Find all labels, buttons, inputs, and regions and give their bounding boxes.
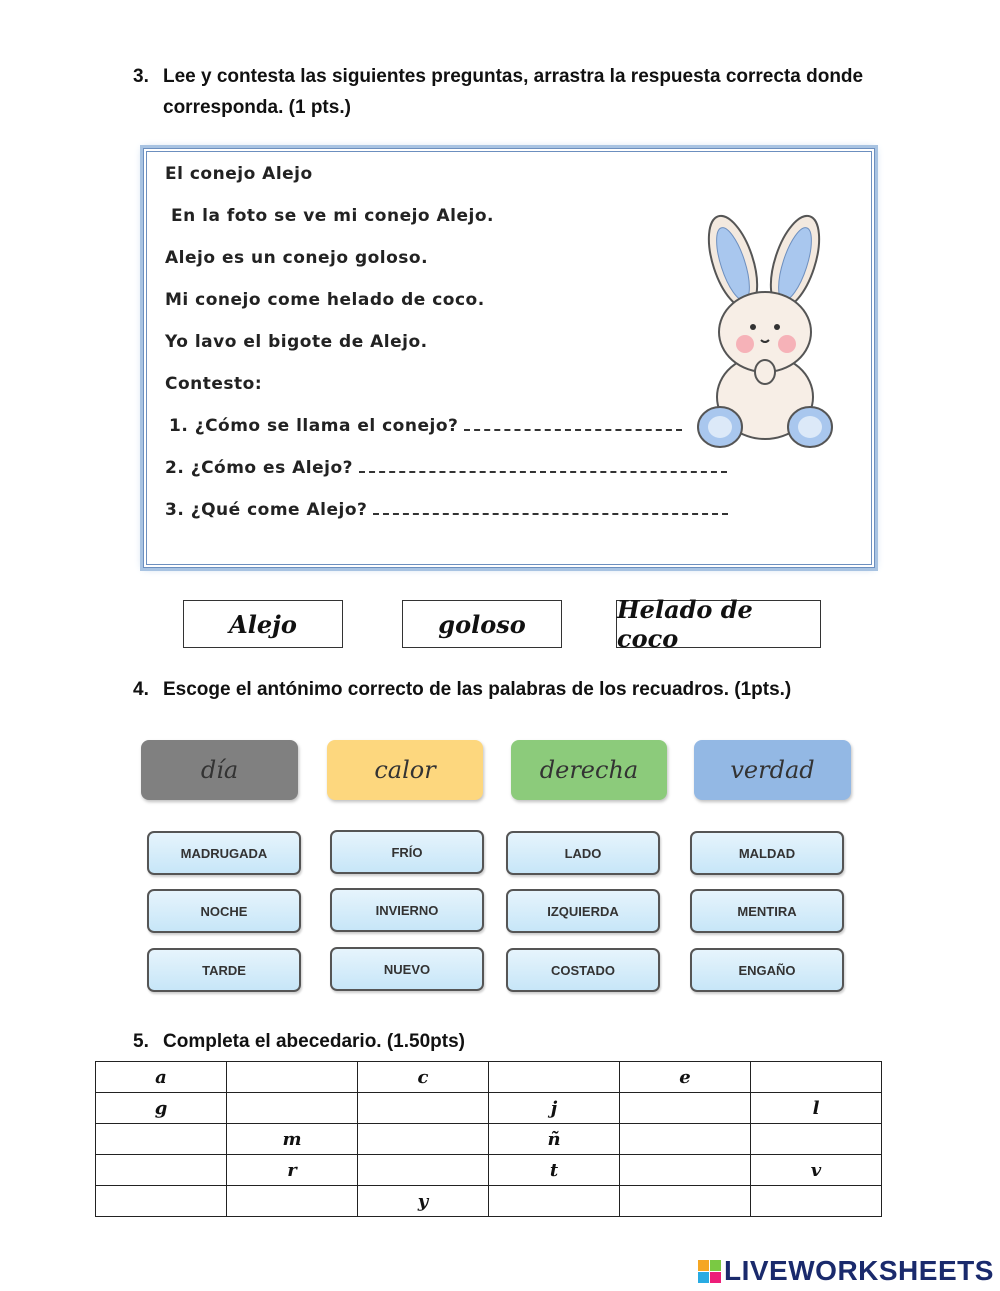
answer-invierno[interactable]: INVIERNO: [330, 888, 484, 932]
alphabet-input-cell[interactable]: [96, 1186, 227, 1217]
answer-costado[interactable]: COSTADO: [506, 948, 660, 992]
question-item: [165, 458, 727, 478]
answer-drop-zone-3[interactable]: [373, 511, 728, 515]
question-item: [165, 500, 728, 520]
alphabet-letter-cell: j: [489, 1093, 620, 1124]
question-5-number: 5.: [133, 1031, 149, 1052]
alphabet-input-cell[interactable]: [489, 1186, 620, 1217]
answer-maldad[interactable]: MALDAD: [690, 831, 844, 875]
alphabet-input-cell[interactable]: [620, 1093, 751, 1124]
alphabet-input-cell[interactable]: [227, 1186, 358, 1217]
category-derecha[interactable]: derecha: [511, 740, 667, 800]
answer-frio[interactable]: FRÍO: [330, 830, 484, 874]
alphabet-letter-cell: m: [227, 1124, 358, 1155]
answer-noche[interactable]: NOCHE: [147, 889, 301, 933]
table-row: [96, 1186, 882, 1217]
table-row: [96, 1155, 882, 1186]
category-calor[interactable]: calor: [327, 740, 483, 800]
alphabet-input-cell[interactable]: [227, 1062, 358, 1093]
alphabet-input-cell[interactable]: [96, 1124, 227, 1155]
liveworksheets-brand: [698, 1255, 994, 1287]
alphabet-input-cell[interactable]: [358, 1124, 489, 1155]
story-line: Yo lavo el bigote de Alejo.: [165, 332, 428, 352]
answer-lado[interactable]: LADO: [506, 831, 660, 875]
category-dia[interactable]: día: [141, 740, 298, 800]
question-item: [169, 416, 682, 436]
question-3-title-line1: Lee y contesta las siguientes preguntas, arrastra la respuesta correcta donde: [163, 66, 864, 87]
answer-nuevo[interactable]: NUEVO: [330, 947, 484, 991]
alphabet-input-cell[interactable]: [620, 1186, 751, 1217]
choice-goloso[interactable]: goloso: [402, 600, 562, 648]
question-3-title-line2: corresponda. (1 pts.): [163, 97, 351, 118]
alphabet-letter-cell: e: [620, 1062, 751, 1093]
table-row: [96, 1062, 882, 1093]
alphabet-letter-cell: y: [358, 1186, 489, 1217]
alphabet-letter-cell: g: [96, 1093, 227, 1124]
question-text: 3. ¿Qué come Alejo?: [165, 500, 368, 520]
alphabet-input-cell[interactable]: [358, 1155, 489, 1186]
alphabet-letter-cell: r: [227, 1155, 358, 1186]
story-line: En la foto se ve mi conejo Alejo.: [171, 206, 494, 226]
question-3-number: 3.: [133, 66, 149, 87]
category-verdad[interactable]: verdad: [694, 740, 851, 800]
answer-drop-zone-1[interactable]: [464, 427, 682, 431]
question-4-title: [133, 679, 791, 701]
alphabet-input-cell[interactable]: [489, 1062, 620, 1093]
alphabet-input-cell[interactable]: [751, 1062, 882, 1093]
answer-drop-zone-2[interactable]: [359, 469, 727, 473]
answer-engano[interactable]: ENGAÑO: [690, 948, 844, 992]
table-row: [96, 1093, 882, 1124]
answer-izquierda[interactable]: IZQUIERDA: [506, 889, 660, 933]
bunny-illustration: [695, 212, 835, 452]
alphabet-letter-cell: a: [96, 1062, 227, 1093]
alphabet-letter-cell: v: [751, 1155, 882, 1186]
story-title: El conejo Alejo: [165, 164, 313, 184]
alphabet-input-cell[interactable]: [620, 1155, 751, 1186]
answer-madrugada[interactable]: MADRUGADA: [147, 831, 301, 875]
question-4-number: 4.: [133, 679, 149, 700]
question-5-title: [133, 1031, 465, 1053]
story-line: Alejo es un conejo goloso.: [165, 248, 429, 268]
answer-tarde[interactable]: TARDE: [147, 948, 301, 992]
alphabet-input-cell[interactable]: [96, 1155, 227, 1186]
alphabet-input-cell[interactable]: [227, 1093, 358, 1124]
table-row: [96, 1124, 882, 1155]
brand-text: LIVEWORKSHEETS: [724, 1255, 994, 1286]
question-text: 1. ¿Cómo se llama el conejo?: [169, 416, 459, 436]
liveworksheets-logo-icon: [698, 1260, 721, 1283]
answer-mentira[interactable]: MENTIRA: [690, 889, 844, 933]
story-line: Mi conejo come helado de coco.: [165, 290, 485, 310]
alphabet-table: [95, 1061, 882, 1217]
alphabet-input-cell[interactable]: [620, 1124, 751, 1155]
alphabet-letter-cell: t: [489, 1155, 620, 1186]
alphabet-letter-cell: ñ: [489, 1124, 620, 1155]
alphabet-letter-cell: c: [358, 1062, 489, 1093]
reading-box: [143, 148, 875, 568]
question-text: 2. ¿Cómo es Alejo?: [165, 458, 353, 478]
alphabet-input-cell[interactable]: [751, 1186, 882, 1217]
question-5-title-text: Completa el abecedario. (1.50pts): [163, 1031, 465, 1052]
choice-helado-de-coco[interactable]: Helado de coco: [616, 600, 821, 648]
choice-alejo[interactable]: Alejo: [183, 600, 343, 648]
contesto-label: Contesto:: [165, 374, 263, 394]
question-4-title-text: Escoge el antónimo correcto de las palabras de los recuadros. (1pts.): [163, 679, 792, 700]
alphabet-input-cell[interactable]: [751, 1124, 882, 1155]
question-3-title: [133, 61, 913, 123]
alphabet-letter-cell: l: [751, 1093, 882, 1124]
alphabet-input-cell[interactable]: [358, 1093, 489, 1124]
